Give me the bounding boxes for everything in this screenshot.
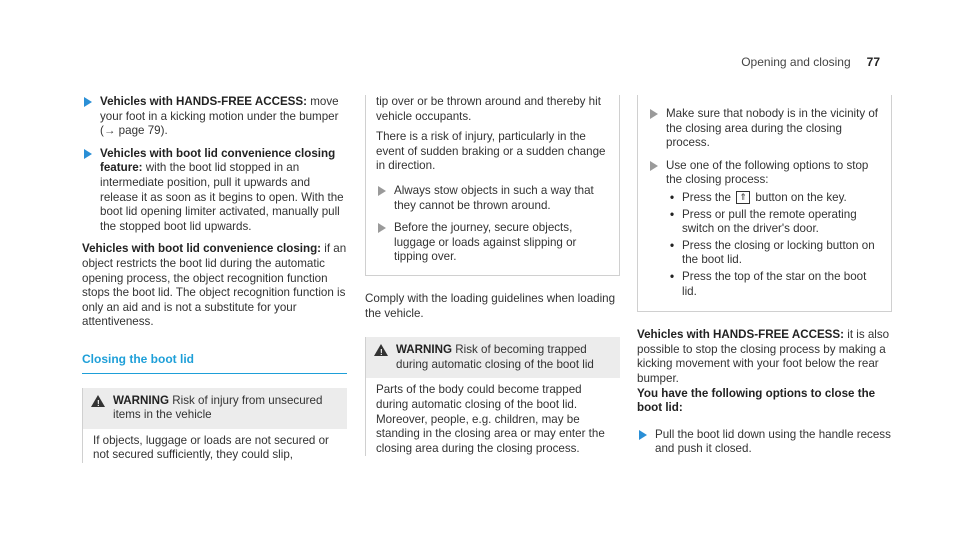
arrow-bullet-icon xyxy=(378,186,386,196)
instruction-text: Before the journey, secure objects, luggage or loads against slipping or tipping over. xyxy=(394,221,577,264)
instruction-hands-free xyxy=(82,95,347,139)
instruction-bold: Vehicles with HANDS-FREE ACCESS: xyxy=(100,95,308,108)
stop-options-list xyxy=(666,191,881,299)
arrow-bullet-icon xyxy=(650,161,658,171)
warning-box xyxy=(82,388,347,463)
instruction-text: Pull the boot lid down using the handle recess and push it closed. xyxy=(655,427,891,456)
column-3 xyxy=(637,95,892,465)
list-item: • Press the closing or locking button on the boot lid. xyxy=(666,239,881,268)
instruction-bold: Vehicles with boot lid convenience closing feature: xyxy=(100,146,336,175)
instruction-text: Always stow objects in such a way that they cannot be thrown around. xyxy=(394,183,594,212)
arrow-bullet-icon xyxy=(650,109,658,119)
page-header xyxy=(741,55,880,70)
paragraph-bold: Vehicles with HANDS-FREE ACCESS: xyxy=(637,328,845,342)
instruction-convenience-closing xyxy=(82,147,347,235)
list-item xyxy=(666,191,881,206)
list-item: • Press or pull the remote operating switch on the driver's door. xyxy=(666,208,881,237)
options-heading: You have the following options to close the boot lid: xyxy=(637,386,876,415)
warning-title: Risk of becoming trapped during automatic closing of the boot lid xyxy=(396,343,594,371)
warning-title: Risk of injury from unsecured items in the vehicle xyxy=(113,393,323,422)
warning-instruction xyxy=(376,184,609,213)
warning-header xyxy=(83,388,347,429)
column-2 xyxy=(365,95,620,456)
warning-box xyxy=(365,337,620,456)
paragraph-loading-guidelines: Comply with the loading guidelines when loading the vehicle. xyxy=(365,291,616,320)
arrow-bullet-icon xyxy=(84,149,92,159)
warning-instruction xyxy=(648,159,881,299)
page-number: 77 xyxy=(866,55,880,69)
list-item-text: Press the xyxy=(682,190,735,204)
boot-lid-key-icon: ⇑ xyxy=(736,191,750,204)
instruction-text: Make sure that nobody is in the vicinity of the closing area during the closing process. xyxy=(666,107,879,150)
instruction-text: with the boot lid stopped in an intermediate position, pull it upwards and release it as soon as it begins to open. With the boot lid opening limiter activated, manually pull the stopped boot lid upwards. xyxy=(100,161,344,233)
instruction-text: Use one of the following options to stop the closing process: xyxy=(666,158,869,187)
warning-continuation xyxy=(365,95,620,276)
warning-instruction xyxy=(376,221,609,265)
arrow-bullet-icon xyxy=(639,430,647,440)
instruction-pull-down xyxy=(637,428,892,457)
paragraph-text: if an object restricts the boot lid during the automatic opening process, the object recognition function stops the boot lid. The object recognition function is only an aid and is not a substitute for your attentiveness. xyxy=(82,242,347,329)
warning-cont-text: tip over or be thrown around and thereby hit vehicle occupants. xyxy=(376,95,601,123)
paragraph-text: it is also possible to stop the closing process by making a kicking movement with your foot below the rear bumper. xyxy=(637,328,890,385)
column-1 xyxy=(82,95,347,463)
warning-body: Parts of the body could become trapped during automatic closing of the boot lid. Moreover, people, e.g. children, may be standing in the closing area or may enter the closing area during the closing process. xyxy=(376,383,605,455)
list-item: • Press the top of the star on the boot lid. xyxy=(666,270,881,299)
warning-triangle-icon: ! xyxy=(91,395,105,407)
paragraph-hands-free xyxy=(637,328,892,386)
paragraph-object-recognition xyxy=(82,242,347,330)
arrow-bullet-icon xyxy=(378,223,386,233)
arrow-bullet-icon xyxy=(84,97,92,107)
warning-body: If objects, luggage or loads are not secured or not secured sufficiently, they could slip, xyxy=(93,433,329,462)
warning-triangle-icon: ! xyxy=(374,344,388,356)
warning-header xyxy=(366,337,620,378)
warning-label: WARNING xyxy=(113,393,170,407)
list-item-text: button on the key. xyxy=(752,190,847,204)
section-title: Closing the boot lid xyxy=(82,352,347,374)
paragraph-bold: Vehicles with boot lid convenience closing: xyxy=(82,242,322,256)
section-name: Opening and closing xyxy=(741,55,851,69)
warning-instruction xyxy=(648,107,881,151)
warning-continuation xyxy=(637,95,892,312)
warning-cont-text2: There is a risk of injury, particularly in the event of sudden braking or a sudden change in direction. xyxy=(376,130,606,173)
warning-label: WARNING xyxy=(396,343,453,357)
instruction-text: move your foot in a kicking motion under the bumper (→ page 79). xyxy=(100,95,339,138)
